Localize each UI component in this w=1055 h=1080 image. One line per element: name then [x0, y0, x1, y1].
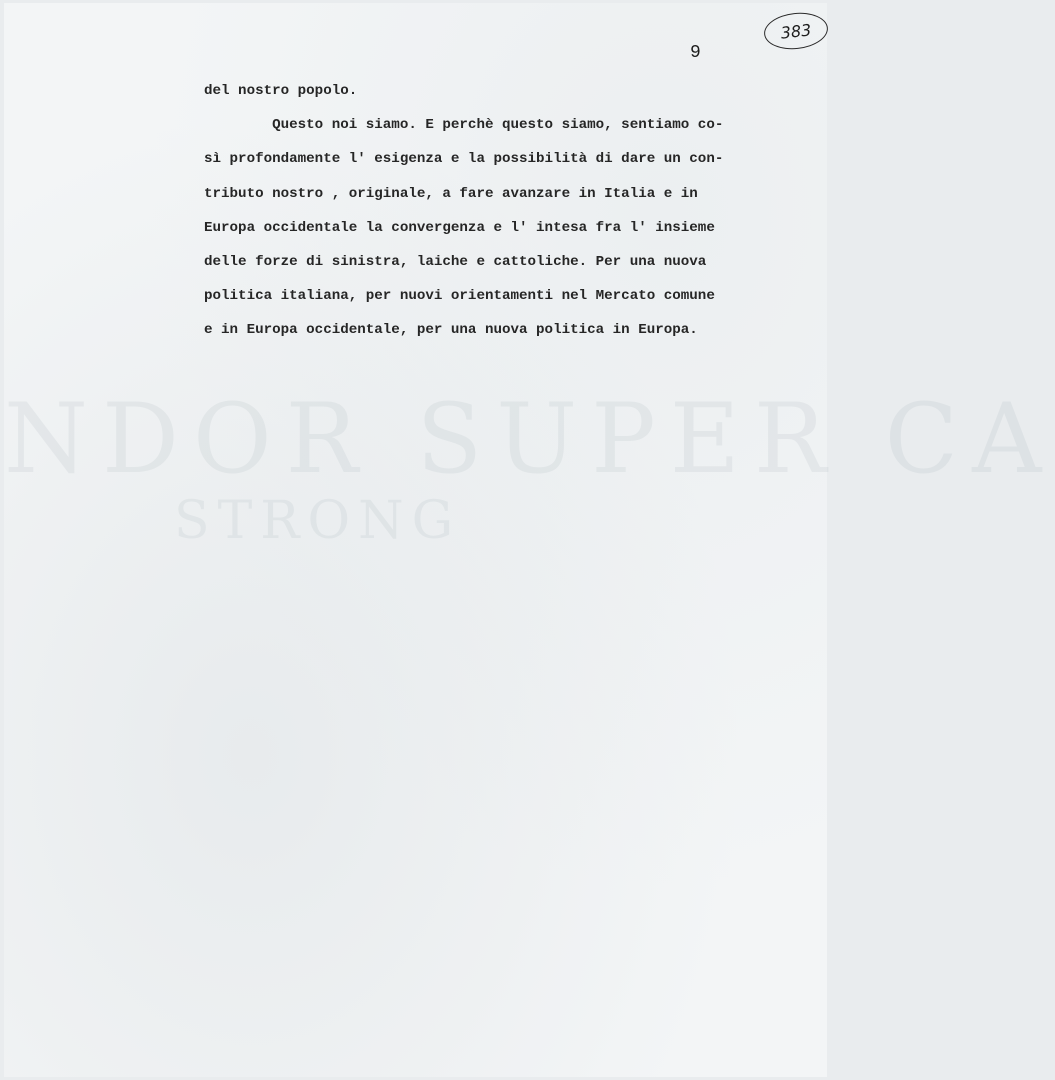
text-line: Questo noi siamo. E perchè questo siamo, sentiamo co- — [204, 117, 724, 134]
archive-number: 383 — [779, 19, 813, 43]
page-number: 9 — [690, 43, 701, 63]
document-page — [4, 3, 1055, 1077]
text-line: delle forze di sinistra, laiche e cattoliche. Per una nuova — [204, 253, 707, 270]
archive-number-stamp — [762, 10, 829, 52]
text-line: del nostro popolo. — [204, 83, 358, 99]
text-line: Europa occidentale la convergenza e l' intesa fra l' insieme — [204, 219, 715, 236]
text-line: e in Europa occidentale, per una nuova politica in Europa. — [204, 322, 698, 339]
typewritten-text — [204, 74, 824, 348]
bleed-through-text: NDOR SUPER CA — [4, 383, 1055, 495]
text-line: sì profondamente l' esigenza e la possibilità di dare un con- — [204, 151, 724, 168]
text-line: tributo nostro , originale, a fare avanzare in Italia e in — [204, 185, 698, 202]
bleed-through-text-secondary: STRONG — [174, 491, 462, 551]
text-line: politica italiana, per nuovi orientamenti nel Mercato comune — [204, 288, 715, 305]
